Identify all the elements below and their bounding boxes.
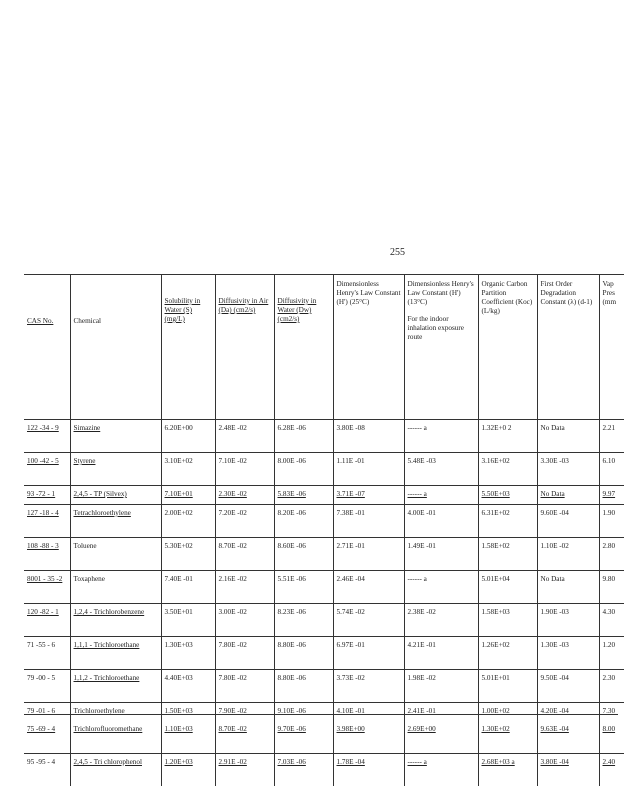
degradation-value: 4.20E -04 <box>537 703 599 722</box>
chemical-properties-table <box>24 274 618 766</box>
chemical-name: Simazine <box>70 420 161 453</box>
chemical-name: 1,1,1 - Trichloroethane <box>70 637 161 670</box>
header-degradation: First Order Degradation Constant (λ) (d-1) <box>537 275 599 420</box>
koc-value: 5.01E+01 <box>478 670 537 703</box>
henry-25c-value: 2.71E -01 <box>333 538 404 571</box>
header-henry-13c <box>404 275 478 420</box>
diffusivity-water-value: 5.51E -06 <box>274 571 333 604</box>
cas-number: 108 -88 - 3 <box>27 542 59 550</box>
table-row <box>24 604 624 637</box>
henry-13c-value: 5.48E -03 <box>404 453 478 486</box>
henry-13c-value: ------ a <box>404 420 478 453</box>
henry-13c-value: 1.98E -02 <box>404 670 478 703</box>
degradation-value: 1.10E -02 <box>537 538 599 571</box>
solubility-value: 5.30E+02 <box>161 538 215 571</box>
koc-value: 6.31E+02 <box>478 505 537 538</box>
diffusivity-water-value: 8.80E -06 <box>274 637 333 670</box>
table-row <box>24 721 624 754</box>
diffusivity-air-value: 2.48E -02 <box>215 420 274 453</box>
henry-25c-value: 1.78E -04 <box>333 754 404 787</box>
table-row <box>24 571 624 604</box>
vapor-pressure-value: 4.30 <box>599 604 624 637</box>
vapor-pressure-value: 2.21 <box>599 420 624 453</box>
vapor-pressure-value: 1.20 <box>599 637 624 670</box>
solubility-value: 3.50E+01 <box>161 604 215 637</box>
henry-13c-value: 4.00E -01 <box>404 505 478 538</box>
cas-number: 75 -69 - 4 <box>27 725 56 733</box>
table-row <box>24 703 624 722</box>
chemical-name: Tetrachloroethylene <box>70 505 161 538</box>
diffusivity-air-value: 8.70E -02 <box>215 721 274 754</box>
diffusivity-water-value: 8.00E -06 <box>274 453 333 486</box>
diffusivity-water-value: 8.80E -06 <box>274 670 333 703</box>
koc-value: 1.58E+02 <box>478 538 537 571</box>
solubility-value: 1.50E+03 <box>161 703 215 722</box>
header-diffusivity-water: Diffusivity in Water (Dw) (cm2/s) <box>274 275 333 420</box>
solubility-value: 6.20E+00 <box>161 420 215 453</box>
henry-25c-value: 1.11E -01 <box>333 453 404 486</box>
henry-25c-value: 3.73E -02 <box>333 670 404 703</box>
henry-25c-value: 2.46E -04 <box>333 571 404 604</box>
degradation-value: 3.30E -03 <box>537 453 599 486</box>
diffusivity-air-value: 7.80E -02 <box>215 670 274 703</box>
table-row <box>24 453 624 486</box>
diffusivity-water-value: 8.23E -06 <box>274 604 333 637</box>
header-row <box>24 275 624 420</box>
henry-25c-value: 5.74E -02 <box>333 604 404 637</box>
degradation-value: 1.30E -03 <box>537 637 599 670</box>
henry-25c-value: 4.10E -01 <box>333 703 404 722</box>
solubility-value: 2.00E+02 <box>161 505 215 538</box>
koc-value: 5.01E+04 <box>478 571 537 604</box>
header-vapor-pressure: Vap Pres (mm <box>599 275 624 420</box>
diffusivity-air-value: 7.10E -02 <box>215 453 274 486</box>
cas-number: 100 -42 - 5 <box>27 457 59 465</box>
diffusivity-water-value: 8.60E -06 <box>274 538 333 571</box>
degradation-value: No Data <box>537 486 599 505</box>
degradation-value: 9.50E -04 <box>537 670 599 703</box>
header-koc: Organic Carbon Partition Coefficient (Koc) (L/kg) <box>478 275 537 420</box>
degradation-value: 3.80E -04 <box>537 754 599 787</box>
vapor-pressure-value: 7.30 <box>599 703 624 722</box>
henry-13c-value: ------ a <box>404 754 478 787</box>
cas-number: 122 -34 - 9 <box>27 424 59 432</box>
table-row <box>24 754 624 787</box>
cas-number: 127 -18 - 4 <box>27 509 59 517</box>
table-row <box>24 420 624 453</box>
henry-13c-value: ------ a <box>404 486 478 505</box>
henry-13c-value: 2.38E -02 <box>404 604 478 637</box>
koc-value: 1.32E+0 2 <box>478 420 537 453</box>
cas-number: 79 -00 - 5 <box>27 674 56 682</box>
chemical-name: Toxaphene <box>70 571 161 604</box>
henry-13c-value: 1.49E -01 <box>404 538 478 571</box>
diffusivity-water-value: 9.70E -06 <box>274 721 333 754</box>
header-diffusivity-air: Diffusivity in Air (Da) (cm2/s) <box>215 275 274 420</box>
koc-value: 5.50E+03 <box>478 486 537 505</box>
henry-25c-value: 3.98E+00 <box>333 721 404 754</box>
koc-value: 1.26E+02 <box>478 637 537 670</box>
koc-value: 3.16E+02 <box>478 453 537 486</box>
henry-13c-value: 2.69E+00 <box>404 721 478 754</box>
cas-number: 93 -72 - 1 <box>27 490 56 498</box>
diffusivity-air-value: 7.90E -02 <box>215 703 274 722</box>
diffusivity-air-value: 2.91E -02 <box>215 754 274 787</box>
chemical-name: Trichlorofluoromethane <box>70 721 161 754</box>
header-henry-13c-note: For the indoor inhalation exposure route <box>407 315 464 341</box>
header-cas: CAS No. <box>27 317 54 325</box>
chemical-name: 1,2,4 - Trichlorobenzene <box>70 604 161 637</box>
table-row <box>24 486 624 505</box>
degradation-value: 9.63E -04 <box>537 721 599 754</box>
header-henry-25c: Dimensionless Henry's Law Constant (H') (25°C) <box>333 275 404 420</box>
chemical-name: 2,4,5 - Tri chlorophenol <box>70 754 161 787</box>
diffusivity-air-value: 2.16E -02 <box>215 571 274 604</box>
diffusivity-air-value: 2.30E -02 <box>215 486 274 505</box>
cas-number: 95 -95 - 4 <box>27 758 56 766</box>
henry-13c-value: 2.41E -01 <box>404 703 478 722</box>
chemical-name: Styrene <box>70 453 161 486</box>
chemical-name: 2,4,5 - TP (Silvex) <box>70 486 161 505</box>
solubility-value: 1.30E+03 <box>161 637 215 670</box>
degradation-value: 1.90E -03 <box>537 604 599 637</box>
cas-number: 120 -82 - 1 <box>27 608 59 616</box>
cas-number: 8001 - 35 -2 <box>27 575 63 583</box>
table-row <box>24 538 624 571</box>
solubility-value: 1.10E+03 <box>161 721 215 754</box>
solubility-value: 7.40E -01 <box>161 571 215 604</box>
henry-25c-value: 3.71E -07 <box>333 486 404 505</box>
vapor-pressure-value: 1.90 <box>599 505 624 538</box>
vapor-pressure-value: 9.97 <box>599 486 624 505</box>
solubility-value: 4.40E+03 <box>161 670 215 703</box>
diffusivity-air-value: 3.00E -02 <box>215 604 274 637</box>
table-row <box>24 505 624 538</box>
vapor-pressure-value: 2.30 <box>599 670 624 703</box>
henry-13c-value: 4.21E -01 <box>404 637 478 670</box>
koc-value: 2.68E+03 a <box>478 754 537 787</box>
table-row <box>24 637 624 670</box>
degradation-value: No Data <box>537 420 599 453</box>
table-row <box>24 670 624 703</box>
koc-value: 1.30E+02 <box>478 721 537 754</box>
degradation-value: No Data <box>537 571 599 604</box>
degradation-value: 9.60E -04 <box>537 505 599 538</box>
page-number: 255 <box>390 247 405 258</box>
henry-25c-value: 6.97E -01 <box>333 637 404 670</box>
chemical-name: Toluene <box>70 538 161 571</box>
diffusivity-air-value: 7.20E -02 <box>215 505 274 538</box>
diffusivity-water-value: 7.03E -06 <box>274 754 333 787</box>
table-bottom-rule <box>24 714 618 715</box>
vapor-pressure-value: 2.40 <box>599 754 624 787</box>
vapor-pressure-value: 6.10 <box>599 453 624 486</box>
header-chemical: Chemical <box>70 275 161 420</box>
diffusivity-water-value: 5.83E -06 <box>274 486 333 505</box>
header-henry-13c-label: Dimensionless Henry's Law Constant (H') (13°C) <box>407 280 474 306</box>
header-solubility: Solubility in Water (S) (mg/L) <box>161 275 215 420</box>
henry-25c-value: 3.80E -08 <box>333 420 404 453</box>
cas-number: 79 -01 - 6 <box>27 707 56 715</box>
chemical-name: 1,1,2 - Trichloroethane <box>70 670 161 703</box>
henry-25c-value: 7.38E -01 <box>333 505 404 538</box>
vapor-pressure-value: 8.00 <box>599 721 624 754</box>
diffusivity-air-value: 8.70E -02 <box>215 538 274 571</box>
diffusivity-water-value: 8.20E -06 <box>274 505 333 538</box>
diffusivity-water-value: 6.28E -06 <box>274 420 333 453</box>
solubility-value: 7.10E+01 <box>161 486 215 505</box>
solubility-value: 3.10E+02 <box>161 453 215 486</box>
vapor-pressure-value: 9.80 <box>599 571 624 604</box>
koc-value: 1.00E+02 <box>478 703 537 722</box>
cas-number: 71 -55 - 6 <box>27 641 56 649</box>
henry-13c-value: ------ a <box>404 571 478 604</box>
vapor-pressure-value: 2.80 <box>599 538 624 571</box>
diffusivity-water-value: 9.10E -06 <box>274 703 333 722</box>
diffusivity-air-value: 7.80E -02 <box>215 637 274 670</box>
koc-value: 1.58E+03 <box>478 604 537 637</box>
solubility-value: 1.20E+03 <box>161 754 215 787</box>
chemical-name: Trichloroethylene <box>70 703 161 722</box>
